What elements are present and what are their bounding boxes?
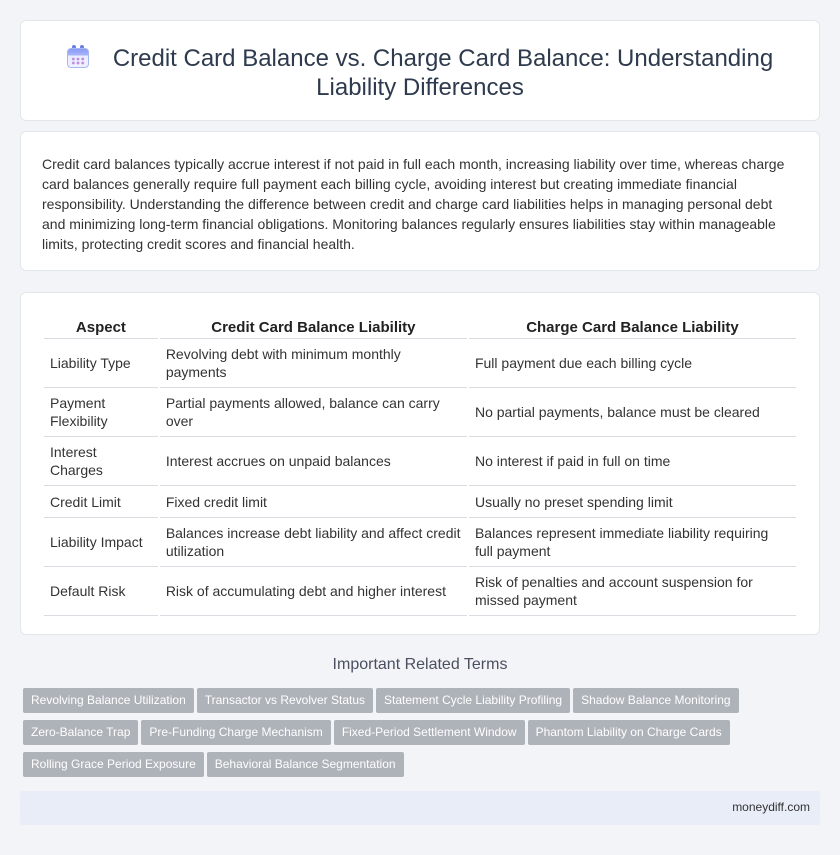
row-charge-card: No partial payments, balance must be cleared — [469, 388, 796, 437]
table-row — [44, 518, 796, 567]
title-card — [20, 20, 820, 121]
table-row — [44, 486, 796, 518]
row-aspect: Credit Limit — [44, 486, 158, 518]
header-credit-card: Credit Card Balance Liability — [160, 313, 467, 339]
row-aspect: Liability Impact — [44, 518, 158, 567]
row-charge-card: Balances represent immediate liability requiring full payment — [469, 518, 796, 567]
tag-zero-balance-trap[interactable]: Zero-Balance Trap — [23, 720, 138, 745]
comparison-table-card — [20, 292, 820, 635]
comparison-table — [42, 313, 798, 616]
tag-phantom-liability-on-charge-cards[interactable]: Phantom Liability on Charge Cards — [528, 720, 730, 745]
table-row — [44, 437, 796, 486]
tag-revolving-balance-utilization[interactable]: Revolving Balance Utilization — [23, 688, 194, 713]
tag-fixed-period-settlement-window[interactable]: Fixed-Period Settlement Window — [334, 720, 525, 745]
footer — [20, 791, 820, 825]
table-row — [44, 339, 796, 388]
summary-paragraph: Credit card balances typically accrue interest if not paid in full each month, increasing liability over time, whereas charge card balances generally require full payment each billing cycle, avoiding interest but creating immediate financial responsibility. Understanding the difference between credit and charge card liabilities helps in managing personal debt and minimizing long-term financial obligations. Monitoring balances regularly ensures liabilities stay within manageable limits, protecting credit scores and financial health. — [42, 156, 785, 252]
tag-rolling-grace-period-exposure[interactable]: Rolling Grace Period Exposure — [23, 752, 204, 777]
row-credit-card: Fixed credit limit — [160, 486, 467, 518]
header-aspect: Aspect — [44, 313, 158, 339]
row-charge-card: Usually no preset spending limit — [469, 486, 796, 518]
tag-shadow-balance-monitoring[interactable]: Shadow Balance Monitoring — [573, 688, 738, 713]
title-line-1: Credit Card Balance vs. Charge Card Balance: Understanding — [112, 45, 774, 72]
row-credit-card: Partial payments allowed, balance can carry over — [160, 388, 467, 437]
table-row — [44, 567, 796, 616]
related-terms-tags — [23, 688, 783, 784]
tag-statement-cycle-liability-profiling[interactable]: Statement Cycle Liability Profiling — [376, 688, 570, 713]
row-credit-card: Risk of accumulating debt and higher interest — [160, 567, 467, 616]
row-aspect: Liability Type — [44, 339, 158, 388]
related-terms-heading: Important Related Terms — [332, 656, 508, 673]
row-credit-card: Revolving debt with minimum monthly payments — [160, 339, 467, 388]
page-title — [21, 44, 819, 102]
header-charge-card: Charge Card Balance Liability — [469, 313, 796, 339]
row-charge-card: No interest if paid in full on time — [469, 437, 796, 486]
footer-site-name[interactable]: moneydiff.com — [732, 800, 810, 814]
row-aspect: Default Risk — [44, 567, 158, 616]
row-credit-card: Balances increase debt liability and affect credit utilization — [160, 518, 467, 567]
title-line-2: Liability Differences — [316, 74, 524, 101]
summary-card — [20, 131, 820, 271]
row-aspect: Interest Charges — [44, 437, 158, 486]
row-charge-card: Risk of penalties and account suspension for missed payment — [469, 567, 796, 616]
row-aspect: Payment Flexibility — [44, 388, 158, 437]
calendar-icon — [67, 45, 89, 68]
table-row — [44, 388, 796, 437]
tag-behavioral-balance-segmentation[interactable]: Behavioral Balance Segmentation — [207, 752, 404, 777]
row-charge-card: Full payment due each billing cycle — [469, 339, 796, 388]
tag-pre-funding-charge-mechanism[interactable]: Pre-Funding Charge Mechanism — [141, 720, 330, 745]
table-header-row — [44, 313, 796, 339]
tag-transactor-vs-revolver-status[interactable]: Transactor vs Revolver Status — [197, 688, 373, 713]
row-credit-card: Interest accrues on unpaid balances — [160, 437, 467, 486]
